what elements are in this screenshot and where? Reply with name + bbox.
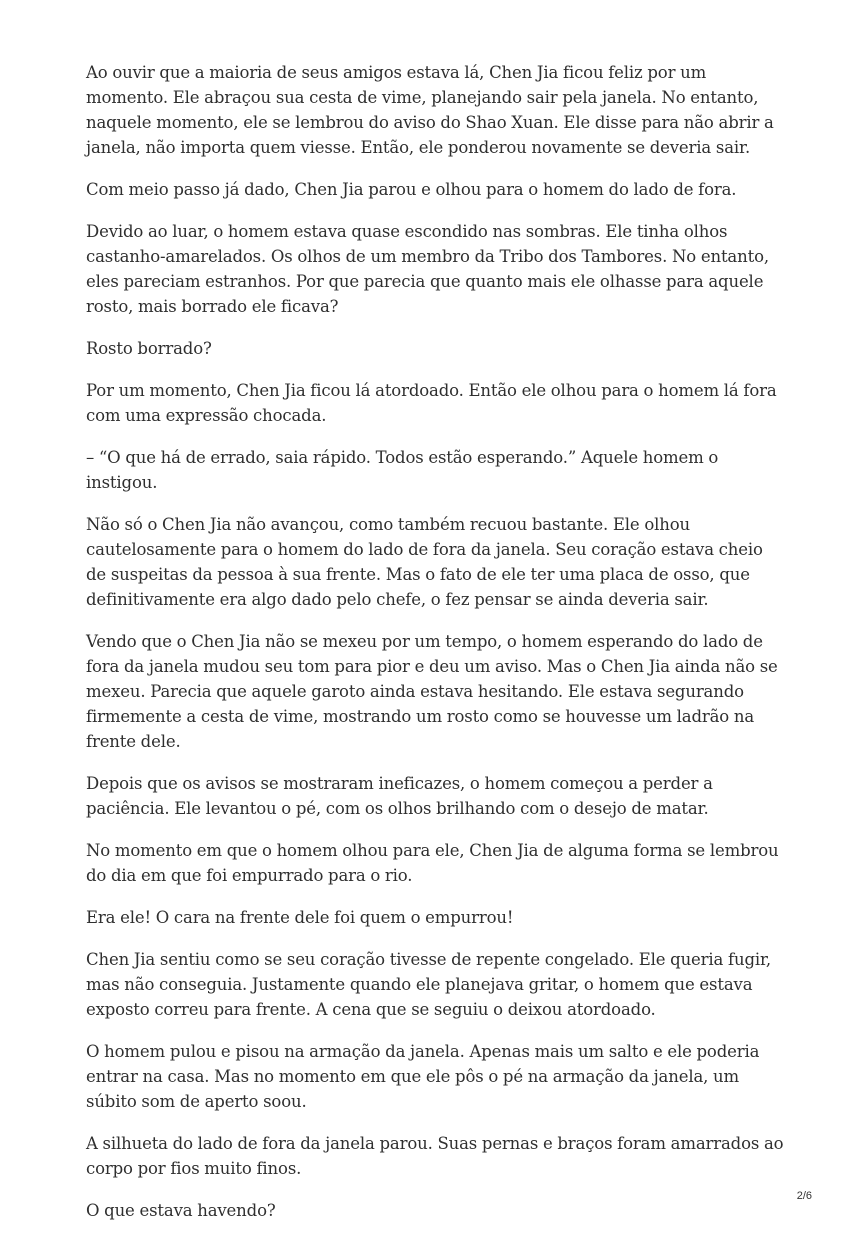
document-body	[86, 60, 786, 1240]
paragraph-1: Ao ouvir que a maioria de seus amigos estava lá, Chen Jia ficou feliz por um momento. Ele abraçou sua cesta de vime, planejando sair pela janela. No entanto, naquele momento, ele se lembrou do aviso do Shao Xuan. Ele disse para não abrir a janela, não importa quem viesse. Então, ele ponderou novamente se deveria sair.	[86, 63, 774, 157]
paragraph-4: Rosto borrado?	[86, 339, 212, 358]
page-number: 2/6	[796, 1190, 812, 1202]
paragraph-12: Chen Jia sentiu como se seu coração tivesse de repente congelado. Ele queria fugir, mas não conseguia. Justamente quando ele planejava gritar, o homem que estava exposto correu para frente. A cena que se seguiu o deixou atordoado.	[86, 950, 772, 1019]
paragraph-3: Devido ao luar, o homem estava quase escondido nas sombras. Ele tinha olhos castanho-amarelados. Os olhos de um membro da Tribo dos Tambores. No entanto, eles pareciam estranhos. Por que parecia que quanto mais ele olhasse para aquele rosto, mais borrado ele ficava?	[86, 222, 769, 316]
paragraph-8: Vendo que o Chen Jia não se mexeu por um tempo, o homem esperando do lado de fora da janela mudou seu tom para pior e deu um aviso. Mas o Chen Jia ainda não se mexeu. Parecia que aquele garoto ainda estava hesitando. Ele estava segurando firmemente a cesta de vime, mostrando um rosto como se houvesse um ladrão na frente dele.	[86, 632, 778, 751]
paragraph-15: O que estava havendo?	[86, 1201, 276, 1220]
paragraph-9: Depois que os avisos se mostraram ineficazes, o homem começou a perder a paciência. Ele levantou o pé, com os olhos brilhando com o desejo de matar.	[86, 774, 713, 818]
paragraph-10: No momento em que o homem olhou para ele, Chen Jia de alguma forma se lembrou do dia em que foi empurrado para o rio.	[86, 841, 779, 885]
paragraph-11: Era ele! O cara na frente dele foi quem o empurrou!	[86, 908, 514, 927]
paragraph-6: – “O que há de errado, saia rápido. Todos estão esperando.” Aquele homem o instigou.	[86, 448, 719, 492]
paragraph-13: O homem pulou e pisou na armação da janela. Apenas mais um salto e ele poderia entrar na casa. Mas no momento em que ele pôs o pé na armação da janela, um súbito som de aperto soou.	[86, 1042, 760, 1111]
paragraph-7: Não só o Chen Jia não avançou, como também recuou bastante. Ele olhou cautelosamente para o homem do lado de fora da janela. Seu coração estava cheio de suspeitas da pessoa à sua frente. Mas o fato de ele ter uma placa de osso, que definitivamente era algo dado pelo chefe, o fez pensar se ainda deveria sair.	[86, 515, 763, 609]
paragraph-2: Com meio passo já dado, Chen Jia parou e olhou para o homem do lado de fora.	[86, 180, 737, 199]
paragraph-5: Por um momento, Chen Jia ficou lá atordoado. Então ele olhou para o homem lá fora com uma expressão chocada.	[86, 381, 777, 425]
paragraph-14: A silhueta do lado de fora da janela parou. Suas pernas e braços foram amarrados ao corpo por fios muito finos.	[86, 1134, 784, 1178]
